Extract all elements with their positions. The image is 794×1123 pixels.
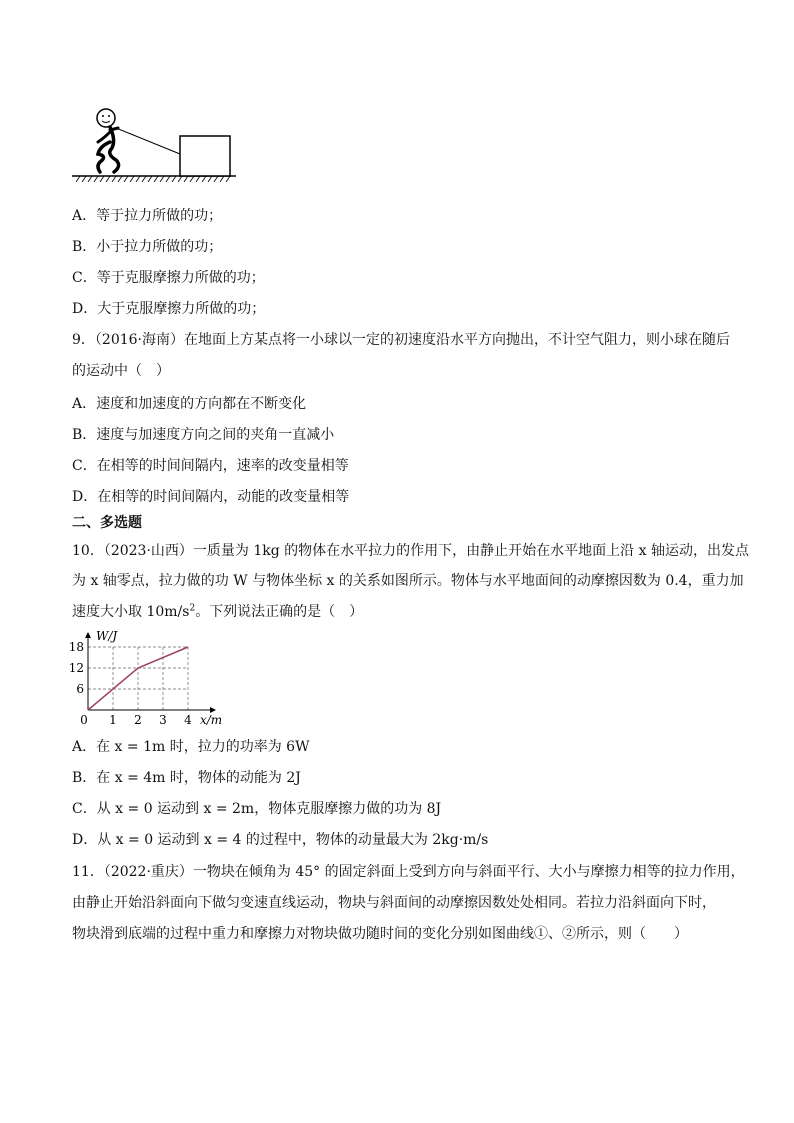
q10-stem-line3-b: 。下列说法正确的是（ ） [195, 604, 364, 620]
x-tick-label: 4 [184, 713, 192, 727]
q10-stem-line1: 10．（2023·山西）一质量为 1kg 的物体在水平拉力的作用下，由静止开始在水平地面上沿 x 轴运动，出发点 [72, 543, 749, 559]
work-displacement-chart [68, 629, 234, 730]
q9-option-c: C．在相等的时间间隔内，速率的改变量相等 [72, 458, 349, 474]
q9-option-d: D．在相等的时间间隔内，动能的改变量相等 [72, 489, 350, 505]
x-tick-label: 2 [134, 713, 142, 727]
q10-option-b: B．在 x = 4m 时，物体的动能为 2J [72, 770, 301, 786]
x-tick-label: 0 [80, 713, 88, 727]
q9-stem-line1: 9．（2016·海南）在地面上方某点将一小球以一定的初速度沿水平方向抛出，不计空气阻力，则小球在随后 [72, 332, 730, 348]
chart-grid [88, 647, 188, 710]
x-axis-label: x/m [200, 713, 223, 727]
y-axis-arrow [85, 632, 91, 638]
q8-option-a: A．等于拉力所做的功； [72, 208, 223, 224]
y-tick-label: 18 [68, 640, 84, 654]
q10-stem-line2: 为 x 轴零点，拉力做的功 W 与物体坐标 x 的关系如图所示。物体与水平地面间的动摩擦因数为 0.4，重力加 [72, 573, 744, 589]
pulling-box-figure [70, 102, 240, 186]
q11-stem-line3: 物块滑到底端的过程中重力和摩擦力对物块做功随时间的变化分别如图曲线①、②所示，则（ ） [72, 926, 688, 942]
q8-option-d: D．大于克服摩擦力所做的功； [72, 301, 266, 317]
q10-unit-superscript: 2 [189, 603, 196, 614]
x-tick-label: 1 [109, 713, 117, 727]
q10-stem-line3 [72, 602, 363, 622]
q11-stem-line1: 11．（2022·重庆）一物块在倾角为 45° 的固定斜面上受到方向与斜面平行、大小与摩擦力相等的拉力作用， [72, 864, 745, 880]
q9-option-b: B．速度与加速度方向之间的夹角一直减小 [72, 427, 335, 443]
x-tick-label: 3 [159, 713, 167, 727]
q10-option-d: D．从 x = 0 运动到 x = 4 的过程中，物体的动量最大为 2kg·m/s [72, 832, 489, 848]
y-tick-label: 12 [68, 661, 84, 675]
q9-stem-line2: 的运动中（ ） [72, 363, 170, 379]
section-multiple-choice-heading: 二、多选题 [72, 515, 142, 531]
q8-option-b: B．小于拉力所做的功； [72, 239, 223, 255]
q8-option-c: C．等于克服摩擦力所做的功； [72, 270, 265, 286]
q9-option-a: A．速度和加速度的方向都在不断变化 [72, 396, 307, 412]
q10-stem-line3-a: 速度大小取 10m/s [72, 604, 190, 620]
y-tick-label: 6 [76, 682, 84, 696]
y-axis-label: W/J [96, 629, 118, 643]
q10-option-a: A．在 x = 1m 时，拉力的功率为 6W [72, 739, 310, 755]
q10-option-c: C．从 x = 0 运动到 x = 2m，物体克服摩擦力做的功为 8J [72, 801, 442, 817]
q11-stem-line2: 由静止开始沿斜面向下做匀变速直线运动，物块与斜面间的动摩擦因数处处相同。若拉力沿斜面向下时， [72, 895, 716, 911]
